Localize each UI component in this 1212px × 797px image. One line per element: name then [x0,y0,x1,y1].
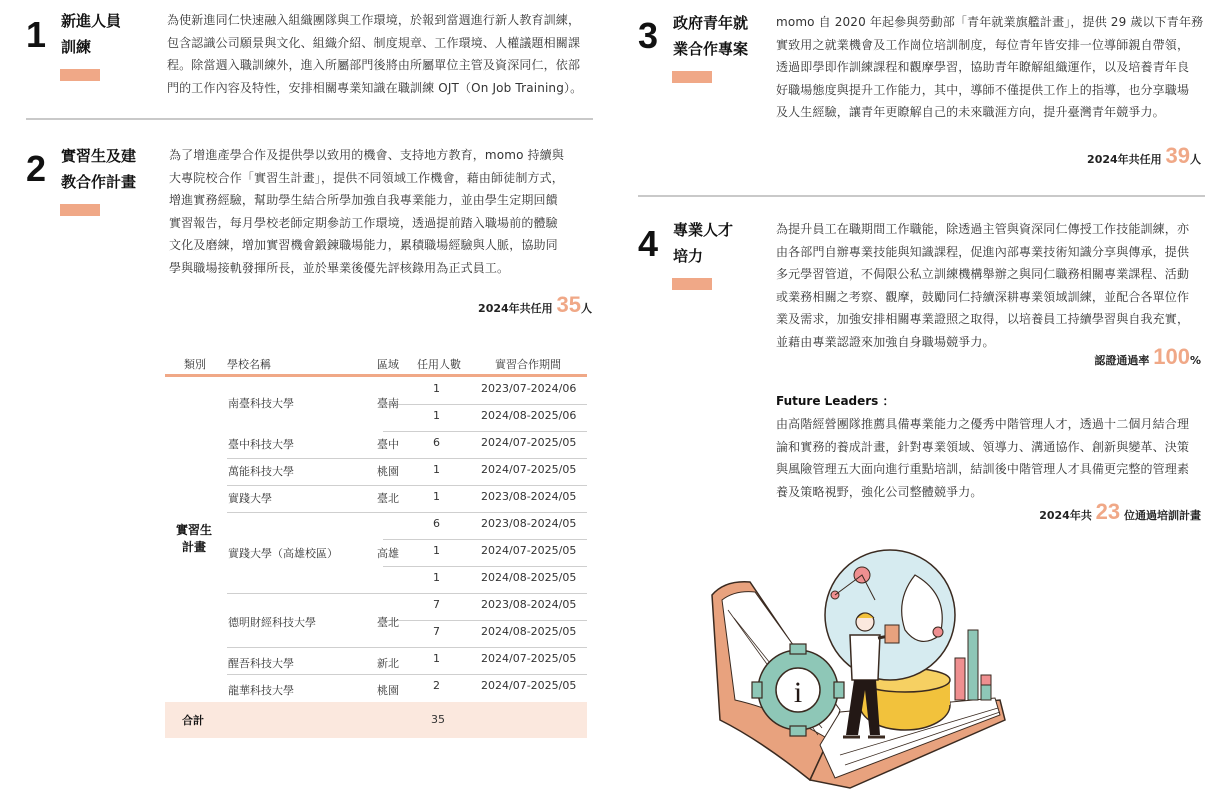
header-period: 實習合作期間 [495,358,561,371]
section-3-stat [1087,143,1201,169]
section-2-accent-bar [60,204,100,216]
section-2-title-line: 教合作計畫 [61,173,137,191]
school-cell: 實踐大學 [228,492,272,505]
text-line: 實習報告，每月學校老師定期參訪工作環境，透過提前踏入職場前的體驗 [169,215,558,230]
period-cell: 2024/08-2025/05 [481,625,577,638]
table-row [227,485,587,513]
period-cell: 2023/07-2024/06 [481,382,577,395]
section-4-stat [1094,344,1201,370]
section-4-title-line: 專業人才 [673,221,734,239]
text-line: 及人生經驗，讓青年更瞭解自己的未來職涯方向，提升臺灣青年競爭力。 [776,105,1165,120]
text-line: 業及需求，加強安排相關專業證照之取得，以培養員工持續學習與自我充實， [776,312,1190,327]
section-3-number: 3 [638,15,659,56]
future-leaders-stat [1039,499,1201,525]
text-line: 好職場態度與提升工作能力，其中，導師不僅提供工作上的指導，也分享職場 [776,82,1190,97]
section-4-text [776,218,1202,354]
training-illustration [700,540,1020,792]
stat-value: 23 [1095,499,1121,524]
text-line: momo 自 2020 年起參與勞動部「青年就業旗艦計畫」，提供 29 歲以下青年務 [776,15,1204,29]
section-2-number: 2 [26,148,47,189]
region-cell: 臺中 [377,438,399,451]
section-1-text [167,9,593,99]
text-line: 程。除當週入職訓練外，進入所屬部門後將由所屬單位主管及資深同仁，依部 [167,58,581,73]
text-line: 為使新進同仁快速融入組織團隊與工作環境，於報到當週進行新人教育訓練， [167,13,581,27]
future-leaders-heading: Future Leaders ： [776,394,895,408]
region-cell: 新北 [377,657,399,670]
section-4-title [673,217,733,269]
count-cell: 1 [433,490,440,503]
section-4-title-line: 培力 [673,247,704,265]
header-school: 學校名稱 [227,358,271,371]
section-2-title-line: 實習生及建 [61,147,137,165]
count-cell: 1 [433,544,440,557]
school-cell: 德明財經科技大學 [228,616,316,629]
region-cell: 桃園 [377,684,399,697]
school-cell: 萬能科技大學 [228,465,294,478]
period-cell: 2024/07-2025/05 [481,679,577,692]
text-line: 大專院校合作「實習生計畫」，提供不同領域工作機會，藉由師徒制方式， [169,170,564,185]
count-cell: 6 [433,436,440,449]
text-line: 養及策略視野，強化公司整體競爭力。 [776,484,983,499]
school-cell: 龍華科技大學 [228,684,294,697]
divider [638,195,1205,197]
period-cell: 2024/08-2025/06 [481,409,577,422]
info-icon: i [793,676,803,709]
period-cell: 2024/07-2025/05 [481,436,577,449]
count-cell: 1 [433,652,440,665]
section-4-number: 4 [638,223,659,264]
section-3-accent-bar [672,71,712,83]
section-1-title-line: 訓練 [61,38,92,56]
count-cell: 1 [433,463,440,476]
table-header [165,352,587,377]
total-value: 35 [431,713,445,726]
bar-chart-icon [955,630,991,700]
table-row [227,566,587,594]
text-line: 由各部門自辦專業技能與知識課程，促進內部專業技術知識分享與傳承，提供 [776,244,1190,259]
text-line: 由高階經營團隊推薦具備專業能力之優秀中階管理人才，透過十二個月結合理 [776,417,1190,431]
text-line: 並藉由專業認證來加強自身職場競爭力。 [776,334,995,349]
stat-suffix: 人 [1190,153,1201,166]
header-category: 類別 [184,358,206,371]
section-2-stat [478,292,592,318]
total-label: 合計 [182,714,204,727]
future-leaders-text [776,413,1202,503]
section-2-text [169,144,593,280]
table-row [383,404,587,432]
region-cell: 臺北 [377,492,399,505]
period-cell: 2024/08-2025/05 [481,571,577,584]
text-line: 門的工作內容及特性，安排相關專業知識在職訓練 OJT（On Job Training）。 [167,80,583,95]
count-cell: 1 [433,571,440,584]
stat-prefix: 認證通過率 [1094,354,1150,367]
period-cell: 2024/07-2025/05 [481,652,577,665]
section-1-title-line: 新進人員 [61,12,122,30]
region-cell: 高雄 [377,547,399,560]
region-cell: 臺北 [377,616,399,629]
text-line: 增進實務經驗，幫助學生結合所學加強自我專業能力，並由學生定期回饋 [169,193,558,208]
period-cell: 2024/07-2025/05 [481,463,577,476]
count-cell: 2 [433,679,440,692]
table-row [383,593,587,621]
header-count: 任用人數 [417,358,461,371]
section-3-text [776,11,1202,124]
section-3-title-line: 業合作專案 [673,40,749,58]
stat-suffix: 人 [581,302,592,315]
count-cell: 1 [433,409,440,422]
text-line: 文化及磨練，增加實習機會鍛鍊職場能力，累積職場經驗與人脈，協助同 [169,238,558,253]
section-3-title-line: 政府青年就 [673,14,749,32]
text-line: 與風險管理五大面向進行重點培訓，結訓後中階管理人才具備更完整的管理素 [776,462,1190,477]
stat-value: 100 [1153,344,1190,369]
stat-value: 35 [556,292,581,317]
stat-prefix: 2024年共 [1039,509,1092,522]
category-cell [165,522,223,556]
count-cell: 1 [433,382,440,395]
school-cell: 臺中科技大學 [228,438,294,451]
period-cell: 2024/07-2025/05 [481,544,577,557]
header-region: 區域 [377,358,399,371]
region-cell: 桃園 [377,465,399,478]
period-cell: 2023/08-2024/05 [481,517,577,530]
category-line: 計畫 [181,540,206,554]
section-1-accent-bar [60,69,100,81]
table-row [383,539,587,567]
category-line: 實習生 [175,523,212,537]
section-3-title [673,10,748,62]
count-cell: 7 [433,598,440,611]
section-1-title [61,8,121,60]
text-line: 或業務相關之考察、觀摩，鼓勵同仁持續深耕專業領域訓練，並配合各單位作 [776,289,1190,304]
region-cell: 臺南 [377,397,399,410]
period-cell: 2023/08-2024/05 [481,598,577,611]
stat-prefix: 2024年共任用 [1087,153,1162,166]
stat-value: 39 [1165,143,1190,168]
school-cell: 實踐大學（高雄校區） [228,547,338,560]
table-row [383,377,587,405]
stat-suffix: % [1189,354,1201,367]
section-1-number: 1 [26,14,47,55]
text-line: 多元學習管道，不侷限公私立訓練機構舉辦之與同仁職務相關專業課程、活動 [776,267,1190,282]
table-row [383,512,587,540]
table-total-row [165,702,587,738]
count-cell: 6 [433,517,440,530]
text-line: 學與職場接軌發揮所長，並於畢業後優先評核錄用為正式員工。 [169,260,510,275]
text-line: 透過即學即作訓練課程和觀摩學習，協助青年瞭解組織運作，以及培養青年良 [776,60,1190,75]
school-cell: 醒吾科技大學 [228,657,294,670]
text-line: 論和實務的養成計畫，針對專業領域、領導力、溝通協作、創新與變革、決策 [776,439,1190,454]
section-4-accent-bar [672,278,712,290]
text-line: 實致用之就業機會及工作崗位培訓制度，每位青年皆安排一位導師親自帶領， [776,37,1190,52]
text-line: 為了增進產學合作及提供學以致用的機會、支持地方教育，momo 持續與 [169,148,564,162]
school-cell: 南臺科技大學 [228,397,294,410]
text-line: 為提升員工在職期間工作職能，除透過主管與資深同仁傳授工作技能訓練，亦 [776,222,1190,236]
stat-prefix: 2024年共任用 [478,302,553,315]
stat-suffix: 位通過培訓計畫 [1124,509,1201,522]
divider [26,118,593,120]
text-line: 包含認識公司願景與文化、組織介紹、制度規章、工作環境、人權議題相關課 [167,35,581,50]
period-cell: 2023/08-2024/05 [481,490,577,503]
section-2-title [61,143,136,195]
count-cell: 7 [433,625,440,638]
